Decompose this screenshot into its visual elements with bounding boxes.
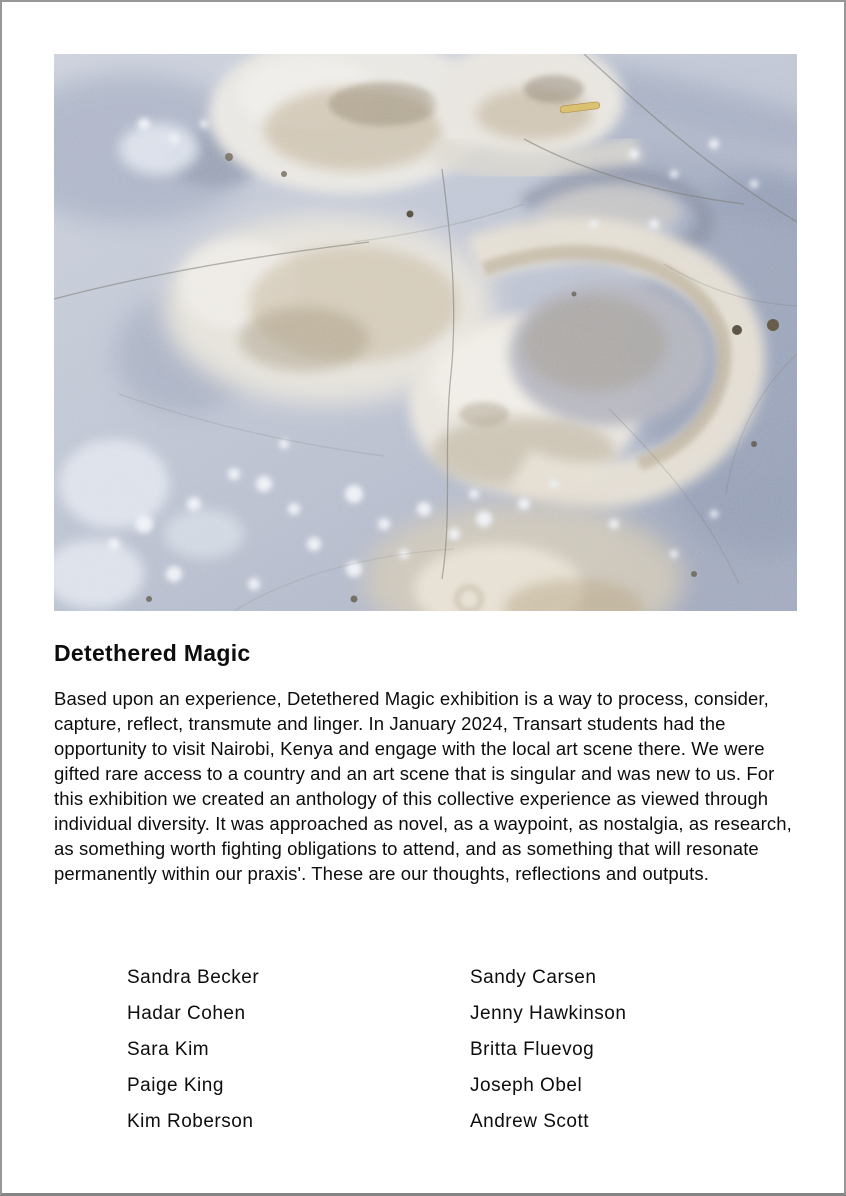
grain-texture xyxy=(54,54,797,611)
contributor-name: Andrew Scott xyxy=(470,1111,589,1132)
ice-surface-photo xyxy=(54,54,797,611)
page-title: Detethered Magic xyxy=(54,640,251,666)
contributor-name: Paige King xyxy=(127,1075,224,1096)
contributor-name: Britta Fluevog xyxy=(470,1039,595,1060)
contributor-name: Sara Kim xyxy=(127,1039,210,1060)
contributor-name: Jenny Hawkinson xyxy=(470,1003,627,1024)
contributor-name: Sandra Becker xyxy=(127,967,260,988)
contributor-name: Hadar Cohen xyxy=(127,1003,246,1024)
contributor-name: Joseph Obel xyxy=(470,1075,583,1096)
ice-photo-illustration xyxy=(54,54,797,611)
contributor-list xyxy=(127,960,747,1140)
intro-paragraph: Based upon an experience, Detethered Magic exhibition is a way to process, consider, capture, reflect, transmute and linger. In January 2024, Transart students had the opportunity to visit Nairobi, Kenya and engage with the local art scene there. We were gifted rare access to a country and an art scene that is singular and was new to us. For this exhibition we created an anthology of this collective experience as viewed through individual diversity. It was approached as novel, as a waypoint, as nostalgia, as research, as something worth fighting obligations to attend, and as something that will resonate permanently within our praxis'. These are our thoughts, reflections and outputs. xyxy=(54,688,792,884)
contributor-name: Sandy Carsen xyxy=(470,967,597,988)
contributor-name: Kim Roberson xyxy=(127,1111,254,1132)
